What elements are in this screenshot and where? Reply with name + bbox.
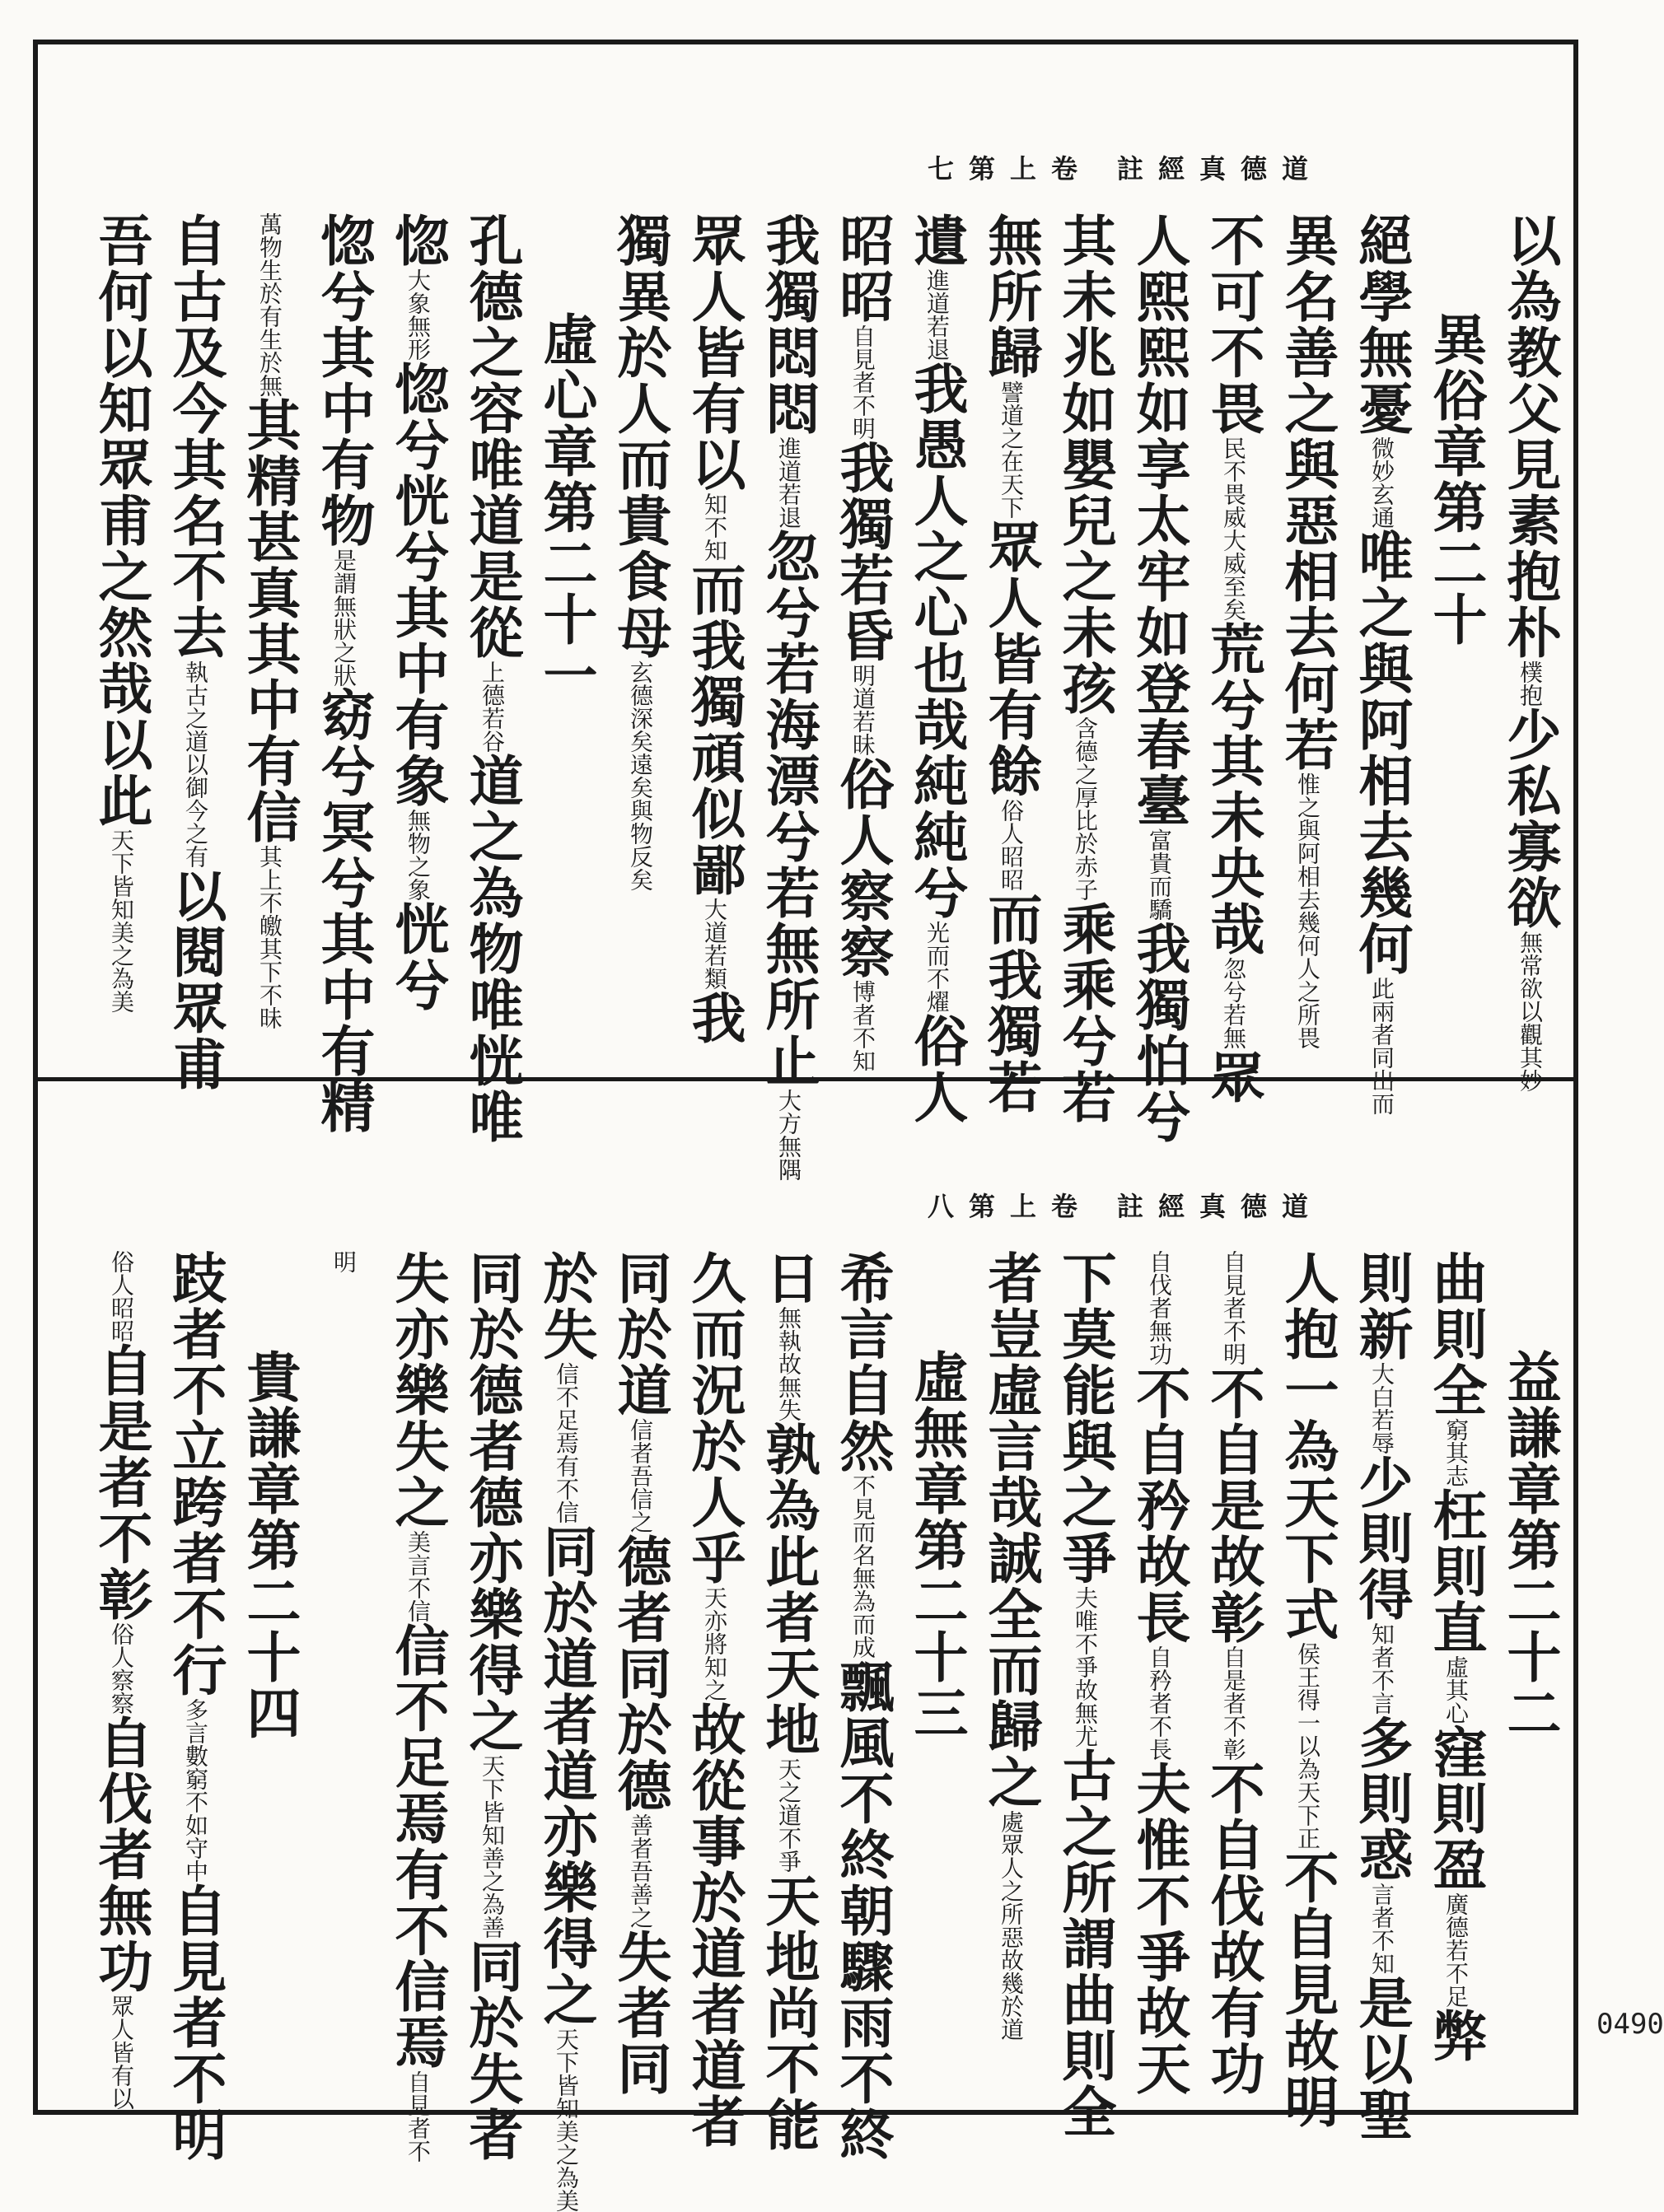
main-text: 同於失者 bbox=[460, 1939, 524, 2163]
text-column bbox=[603, 212, 677, 1052]
main-text: 則新 bbox=[1349, 1250, 1414, 1362]
main-text: 失亦樂失之 bbox=[386, 1250, 450, 1530]
commentary-note: 是謂無狀之狀 bbox=[330, 548, 358, 687]
text-column bbox=[1419, 1250, 1493, 2090]
main-text: 日 bbox=[756, 1250, 820, 1306]
main-text: 多則惑 bbox=[1349, 1715, 1414, 1883]
commentary-note: 博者不知 bbox=[849, 980, 876, 1072]
main-text: 故從事於道者道者 bbox=[682, 1701, 746, 2149]
main-text: 益謙章第二十二 bbox=[1498, 1349, 1562, 1741]
commentary-note: 明 bbox=[330, 1250, 358, 1273]
bottom-panel bbox=[54, 1089, 1567, 2212]
commentary-note: 不見而名無為而成 bbox=[849, 1474, 876, 1659]
main-text: 天地尚不能 bbox=[756, 1873, 820, 2153]
main-text: 曲則全 bbox=[1423, 1250, 1488, 1418]
main-text: 異俗章第二十 bbox=[1423, 311, 1488, 647]
commentary-note: 知者不言 bbox=[1368, 1622, 1395, 1715]
main-text: 少私寡欲 bbox=[1498, 707, 1562, 931]
commentary-note: 進道若退 bbox=[775, 436, 802, 529]
main-text: 人抱一為天下式 bbox=[1275, 1250, 1339, 1642]
commentary-note: 天下皆知美之為美 bbox=[108, 828, 135, 1013]
main-text: 乘乘兮若 bbox=[1053, 901, 1117, 1125]
main-text: 眾 bbox=[1201, 1049, 1265, 1105]
text-column bbox=[751, 1250, 825, 2153]
commentary-note: 大道若類 bbox=[701, 898, 728, 990]
main-text: 枉則直 bbox=[1423, 1487, 1488, 1655]
main-text: 於失 bbox=[534, 1250, 598, 1362]
commentary-note: 信者吾信之 bbox=[627, 1418, 654, 1533]
commentary-note: 惟之與阿相去幾何人之所畏 bbox=[1294, 772, 1321, 1049]
main-text: 唯之與阿相去幾何 bbox=[1349, 529, 1414, 977]
main-text: 昭昭 bbox=[830, 212, 895, 324]
main-text: 恍兮 bbox=[386, 901, 450, 1013]
main-text: 虛無章第二十三 bbox=[904, 1349, 969, 1741]
bottom-header-title: 註經真德道 bbox=[1117, 1191, 1324, 1222]
text-column bbox=[677, 1250, 751, 2149]
commentary-note: 侯王得一以為天下正 bbox=[1294, 1642, 1321, 1850]
commentary-note: 俗人昭昭 bbox=[108, 1250, 135, 1342]
text-column bbox=[84, 1250, 158, 2110]
main-text: 其精甚真其中有信 bbox=[237, 397, 301, 845]
main-text: 信不足焉有不信焉 bbox=[386, 1622, 450, 2070]
text-column bbox=[1122, 1250, 1196, 2097]
commentary-note: 玄德深矣遠矣與物反矣 bbox=[627, 660, 654, 891]
text-column bbox=[158, 212, 232, 1092]
main-text: 古之所謂曲則全 bbox=[1053, 1748, 1117, 2140]
commentary-note: 善者吾善之 bbox=[627, 1813, 654, 1929]
main-text: 德者同於德 bbox=[608, 1533, 672, 1813]
text-column bbox=[306, 1250, 381, 2090]
text-column bbox=[1196, 212, 1270, 1105]
commentary-note: 窮其志 bbox=[1442, 1418, 1470, 1487]
commentary-note: 言者不知 bbox=[1368, 1883, 1395, 1975]
main-text: 眾人皆有以 bbox=[682, 212, 746, 492]
main-text: 我獨悶悶 bbox=[756, 212, 820, 436]
main-text: 下莫能與之爭 bbox=[1053, 1250, 1117, 1586]
main-text: 俗人察察 bbox=[830, 756, 895, 980]
text-column bbox=[1493, 212, 1567, 1092]
commentary-note: 無常欲以觀其妙 bbox=[1517, 931, 1544, 1092]
main-text: 其未兆如嬰兒之未孩 bbox=[1053, 212, 1117, 716]
commentary-note: 富貴而驕 bbox=[1146, 828, 1173, 921]
main-text: 自是者不彰 bbox=[89, 1342, 153, 1622]
text-column bbox=[455, 212, 529, 1145]
main-text: 孔德之容唯道是從 bbox=[460, 212, 524, 660]
text-column bbox=[158, 1250, 232, 2163]
main-text: 不自伐故有功 bbox=[1201, 1761, 1265, 2097]
main-text: 道之為物唯恍唯 bbox=[460, 753, 524, 1145]
commentary-note: 此兩者同出而 bbox=[1368, 977, 1395, 1115]
commentary-note: 光而不燿 bbox=[923, 921, 951, 1013]
text-column bbox=[1344, 1250, 1419, 2143]
text-column bbox=[603, 1250, 677, 2097]
main-text: 夫惟不爭故天 bbox=[1127, 1761, 1191, 2097]
main-text: 是以聖 bbox=[1349, 1975, 1414, 2143]
text-column bbox=[306, 212, 381, 1135]
main-text: 自古及今其名不去 bbox=[163, 212, 227, 660]
commentary-note: 執古之道以御今之有 bbox=[182, 660, 209, 868]
text-column bbox=[825, 212, 900, 1072]
text-column bbox=[84, 212, 158, 1052]
commentary-note: 自見者不明 bbox=[1220, 1250, 1247, 1365]
commentary-note: 知不知 bbox=[701, 492, 728, 562]
text-column bbox=[232, 212, 306, 1052]
main-text: 窈兮冥兮其中有精 bbox=[311, 687, 376, 1135]
text-column bbox=[677, 212, 751, 1052]
main-text: 我愚人之心也哉純純兮 bbox=[904, 361, 969, 921]
commentary-note: 多言數窮不如守中 bbox=[182, 1698, 209, 1883]
text-column bbox=[1122, 212, 1196, 1145]
text-column bbox=[974, 1250, 1048, 2090]
main-text: 而我獨若 bbox=[979, 891, 1043, 1115]
text-column bbox=[1196, 1250, 1270, 2097]
commentary-note: 忽兮若無 bbox=[1220, 957, 1247, 1049]
main-text: 荒兮其未央哉 bbox=[1201, 621, 1265, 957]
commentary-note: 無執故無失 bbox=[775, 1306, 802, 1421]
commentary-note: 民不畏威大威至矣 bbox=[1220, 436, 1247, 621]
commentary-note: 萬物生於有生於無 bbox=[256, 212, 283, 397]
commentary-note: 美言不信 bbox=[404, 1530, 432, 1622]
main-text: 不自見故明 bbox=[1275, 1850, 1339, 2130]
main-text: 惚兮恍兮其中有象 bbox=[386, 361, 450, 809]
text-column bbox=[381, 212, 455, 1052]
main-text: 善之與惡相去何若 bbox=[1275, 324, 1339, 772]
text-column bbox=[529, 1250, 603, 2212]
main-text: 眾人皆有餘 bbox=[979, 519, 1043, 799]
main-text: 不可不畏 bbox=[1201, 212, 1265, 436]
text-column bbox=[1270, 212, 1344, 1052]
main-text: 久而況於人乎 bbox=[682, 1250, 746, 1586]
main-text: 人熙熙如享太牢如登春臺 bbox=[1127, 212, 1191, 828]
page-folio-number: 0490 bbox=[1596, 2008, 1664, 2041]
text-column bbox=[1048, 212, 1122, 1125]
commentary-note: 大象無形 bbox=[404, 268, 432, 361]
main-text: 希言自然 bbox=[830, 1250, 895, 1474]
main-text: 虛心章第二十一 bbox=[534, 311, 598, 703]
commentary-note: 天下皆知善之為善 bbox=[479, 1754, 506, 1939]
main-text: 以為教父見素抱朴 bbox=[1498, 212, 1562, 660]
text-column bbox=[825, 1250, 900, 2163]
main-text: 我獨若昏 bbox=[830, 440, 895, 664]
commentary-note: 天之道不爭 bbox=[775, 1757, 802, 1873]
top-header-page: 七第上卷 bbox=[928, 153, 1093, 184]
commentary-note: 自矜者不長 bbox=[1146, 1645, 1173, 1761]
chapter-title-column bbox=[1419, 212, 1493, 1052]
commentary-note: 上德若谷 bbox=[479, 660, 506, 753]
main-text: 忽兮若海漂兮若無所止 bbox=[756, 529, 820, 1089]
bottom-text-columns bbox=[54, 1250, 1567, 2212]
commentary-note: 譬道之在天下 bbox=[998, 380, 1025, 519]
commentary-note: 廣德若不足 bbox=[1442, 1892, 1470, 2008]
chapter-title-column bbox=[1493, 1250, 1567, 2090]
main-text: 不自是故彰 bbox=[1201, 1365, 1265, 1645]
main-text: 以閱眾甫 bbox=[163, 868, 227, 1092]
commentary-note: 大方無隅 bbox=[775, 1089, 802, 1181]
commentary-note: 微妙玄通 bbox=[1368, 436, 1395, 529]
commentary-note: 進道若退 bbox=[923, 268, 951, 361]
main-text: 孰為此者天地 bbox=[756, 1421, 820, 1757]
main-text: 吾何以知眾甫之然哉以此 bbox=[89, 212, 153, 828]
main-text: 俗人 bbox=[904, 1013, 969, 1125]
main-text: 而我獨頑似鄙 bbox=[682, 562, 746, 898]
main-text: 同於道 bbox=[608, 1250, 672, 1418]
main-text: 獨異於人而貴食母 bbox=[608, 212, 672, 660]
chapter-title-column bbox=[529, 212, 603, 1052]
main-text: 少則得 bbox=[1349, 1454, 1414, 1622]
main-text: 絕學無憂 bbox=[1349, 212, 1414, 436]
main-text: 窪則盈 bbox=[1423, 1724, 1488, 1892]
commentary-note: 眾人皆有以 bbox=[108, 1995, 135, 2110]
text-column bbox=[1048, 1250, 1122, 2140]
main-text: 弊 bbox=[1423, 2008, 1488, 2064]
top-panel bbox=[54, 51, 1567, 1181]
main-text: 異名 bbox=[1275, 212, 1339, 324]
commentary-note: 大白若辱 bbox=[1368, 1362, 1395, 1454]
main-text: 同於德者德亦樂得之 bbox=[460, 1250, 524, 1754]
commentary-note: 信不足焉有不信 bbox=[553, 1362, 580, 1524]
main-text: 同於道者道亦樂得之 bbox=[534, 1524, 598, 2028]
commentary-note: 明道若昧 bbox=[849, 664, 876, 756]
commentary-note: 自見者不明 bbox=[849, 324, 876, 440]
main-text: 跂者不立跨者不行 bbox=[163, 1250, 227, 1698]
commentary-note: 含德之厚比於赤子 bbox=[1072, 716, 1099, 901]
commentary-note: 虛其心 bbox=[1442, 1655, 1470, 1724]
main-text: 者豈虛言哉誠全而歸之 bbox=[979, 1250, 1043, 1810]
top-header-title: 註經真德道 bbox=[1117, 153, 1324, 184]
main-text: 不自矜故長 bbox=[1127, 1365, 1191, 1645]
text-column bbox=[974, 212, 1048, 1115]
main-text: 惚 bbox=[386, 212, 450, 268]
chapter-title-column bbox=[232, 1250, 306, 2090]
text-column bbox=[900, 212, 974, 1125]
main-text: 惚兮其中有物 bbox=[311, 212, 376, 548]
main-text: 失者同 bbox=[608, 1929, 672, 2097]
commentary-note: 自伐者無功 bbox=[1146, 1250, 1173, 1365]
commentary-note: 俗人察察 bbox=[108, 1622, 135, 1715]
main-text: 飄風不終朝驟雨不終 bbox=[830, 1659, 895, 2163]
main-text: 貴謙章第二十四 bbox=[237, 1349, 301, 1741]
top-text-columns bbox=[54, 212, 1567, 1181]
main-text: 我獨怕兮 bbox=[1127, 921, 1191, 1145]
text-column bbox=[455, 1250, 529, 2163]
text-column bbox=[751, 212, 825, 1181]
main-text: 我 bbox=[682, 990, 746, 1046]
main-text: 遺 bbox=[904, 212, 969, 268]
commentary-note: 樸抱 bbox=[1517, 660, 1544, 707]
commentary-note: 處眾人之所惡故幾於道 bbox=[998, 1810, 1025, 2041]
text-column bbox=[381, 1250, 455, 2163]
commentary-note: 天下皆知美之為美 bbox=[553, 2028, 580, 2212]
commentary-note: 夫唯不爭故無尤 bbox=[1072, 1586, 1099, 1748]
main-text: 自伐者無功 bbox=[89, 1715, 153, 1995]
commentary-note: 其上不皦其下不昧 bbox=[256, 845, 283, 1029]
text-column bbox=[1270, 1250, 1344, 2130]
chapter-title-column bbox=[900, 1250, 974, 2090]
main-text: 自見者不明 bbox=[163, 1883, 227, 2163]
text-column bbox=[1344, 212, 1419, 1115]
main-text: 無所歸 bbox=[979, 212, 1043, 380]
commentary-note: 天亦將知之 bbox=[701, 1586, 728, 1701]
commentary-note: 俗人昭昭 bbox=[998, 799, 1025, 891]
commentary-note: 自是者不彰 bbox=[1220, 1645, 1247, 1761]
commentary-note: 自見者不 bbox=[404, 2070, 432, 2163]
commentary-note: 無物之象 bbox=[404, 809, 432, 901]
bottom-header-page: 八第上卷 bbox=[928, 1191, 1093, 1222]
